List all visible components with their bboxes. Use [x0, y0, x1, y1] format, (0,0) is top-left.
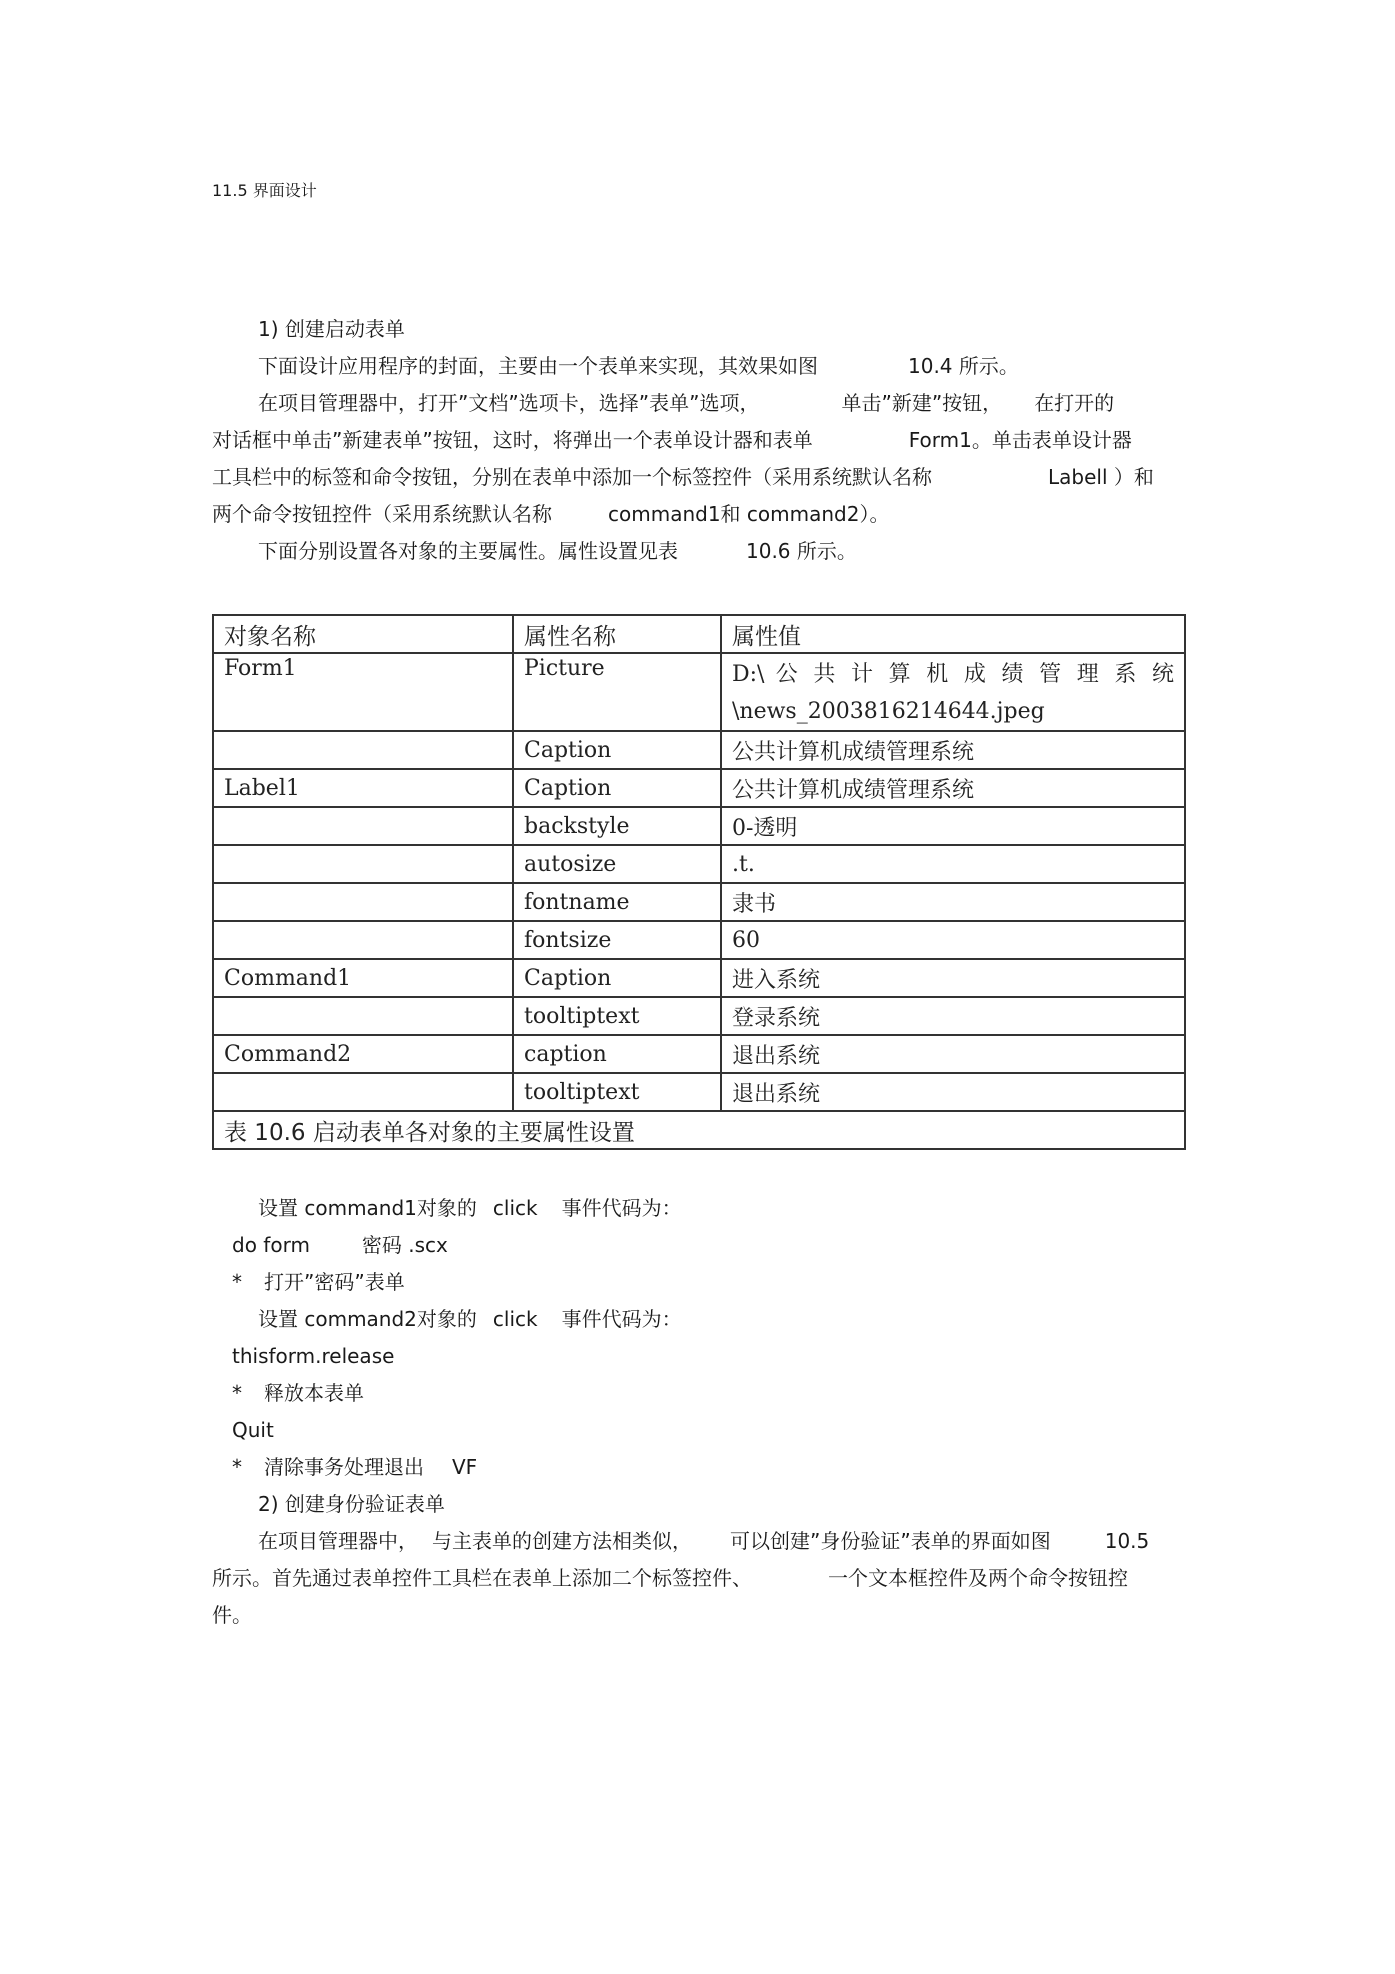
- code-line3: Quit: [232, 1418, 274, 1442]
- table-header-row: [213, 615, 1185, 653]
- cell-object-name: Command2: [213, 1035, 513, 1073]
- cell-property-value: 60: [721, 921, 1185, 959]
- table-row: [213, 1073, 1185, 1111]
- cell-object-name: [213, 845, 513, 883]
- cell-property-name: backstyle: [513, 807, 721, 845]
- section-heading: 11.5 界面设计: [212, 181, 317, 200]
- table-caption: 表 10.6 启动表单各对象的主要属性设置: [213, 1111, 1185, 1149]
- code-comment2: * 释放本表单: [232, 1381, 364, 1405]
- property-table-wrapper: [212, 614, 1186, 1150]
- table-body: [213, 653, 1185, 1111]
- cell-property-name: fontsize: [513, 921, 721, 959]
- section1-title: 1) 创建启动表单: [258, 317, 405, 341]
- section1-para1: 下面设计应用程序的封面，主要由一个表单来实现，其效果如图 10.4 所示。: [258, 354, 1019, 378]
- cell-property-value: 0-透明: [721, 807, 1185, 845]
- section1-para2-line4: 两个命令按钮控件（采用系统默认名称 command1和 command2）。: [212, 502, 890, 526]
- section1-para2-line2: 对话框中单击”新建表单”按钮，这时，将弹出一个表单设计器和表单 Form1。单击表单设计器: [212, 428, 1132, 452]
- cell-property-value: 退出系统: [721, 1035, 1185, 1073]
- cell-property-value: .t.: [721, 845, 1185, 883]
- section1-para2-line1: 在项目管理器中，打开”文档”选项卡，选择”表单”选项， 单击”新建”按钮， 在打开的: [258, 391, 1115, 415]
- cell-property-value: 退出系统: [721, 1073, 1185, 1111]
- cell-object-name: [213, 883, 513, 921]
- cell-property-name: Caption: [513, 769, 721, 807]
- code-line2: thisform.release: [232, 1344, 395, 1368]
- code-comment1: * 打开”密码”表单: [232, 1270, 405, 1294]
- cell-property-name: Picture: [513, 653, 721, 731]
- cell-object-name: Label1: [213, 769, 513, 807]
- cell-value-line: D:\ 公 共 计 算 机 成 绩 管 理 系 统: [732, 662, 1174, 687]
- cell-object-name: Command1: [213, 959, 513, 997]
- cell-object-name: [213, 1073, 513, 1111]
- code-line1: do form 密码 .scx: [232, 1233, 448, 1257]
- cell-object-name: [213, 731, 513, 769]
- table-row: [213, 653, 1185, 731]
- cell-object-name: [213, 807, 513, 845]
- cell-object-name: [213, 997, 513, 1035]
- section2-title: 2) 创建身份验证表单: [258, 1492, 445, 1516]
- cell-property-name: caption: [513, 1035, 721, 1073]
- cell-property-name: tooltiptext: [513, 1073, 721, 1111]
- table-row: [213, 769, 1185, 807]
- section1-para2-line3: 工具栏中的标签和命令按钮，分别在表单中添加一个标签控件（采用系统默认名称 Labell ）和: [212, 465, 1154, 489]
- table-row: [213, 1035, 1185, 1073]
- cell-property-name: autosize: [513, 845, 721, 883]
- cell-property-name: Caption: [513, 959, 721, 997]
- section1-para3: 下面分别设置各对象的主要属性。属性设置见表 10.6 所示。: [258, 539, 857, 563]
- section2-line3: 件。: [212, 1603, 252, 1627]
- cell-property-name: tooltiptext: [513, 997, 721, 1035]
- table-row: [213, 883, 1185, 921]
- header-property-name: 属性名称: [513, 615, 721, 653]
- cell-property-value: 隶书: [721, 883, 1185, 921]
- header-property-value: 属性值: [721, 615, 1185, 653]
- cell-object-name: [213, 921, 513, 959]
- cell-property-value: 公共计算机成绩管理系统: [721, 731, 1185, 769]
- table-row: [213, 845, 1185, 883]
- table-row: [213, 921, 1185, 959]
- section2-line2: 所示。首先通过表单控件工具栏在表单上添加二个标签控件、 一个文本框控件及两个命令按钮控: [212, 1566, 1128, 1590]
- cell-property-name: Caption: [513, 731, 721, 769]
- header-object-name: 对象名称: [213, 615, 513, 653]
- cell-property-value: [721, 653, 1185, 731]
- table-caption-row: [213, 1111, 1185, 1149]
- cell-property-value: 进入系统: [721, 959, 1185, 997]
- table-row: [213, 807, 1185, 845]
- table-row: [213, 997, 1185, 1035]
- cell-value-line: \news_2003816214644.jpeg: [732, 699, 1045, 724]
- cell-property-name: fontname: [513, 883, 721, 921]
- cell-object-name: Form1: [213, 653, 513, 731]
- cell-property-value: 公共计算机成绩管理系统: [721, 769, 1185, 807]
- code-set1: 设置 command1对象的 click 事件代码为：: [258, 1196, 682, 1220]
- cell-property-value: 登录系统: [721, 997, 1185, 1035]
- code-comment3: * 清除事务处理退出 VF: [232, 1455, 478, 1479]
- table-row: [213, 959, 1185, 997]
- section2-line1: 在项目管理器中， 与主表单的创建方法相类似， 可以创建”身份验证”表单的界面如图 10.5: [258, 1529, 1150, 1553]
- property-table: [212, 614, 1186, 1150]
- code-set2: 设置 command2对象的 click 事件代码为：: [258, 1307, 682, 1331]
- table-row: [213, 731, 1185, 769]
